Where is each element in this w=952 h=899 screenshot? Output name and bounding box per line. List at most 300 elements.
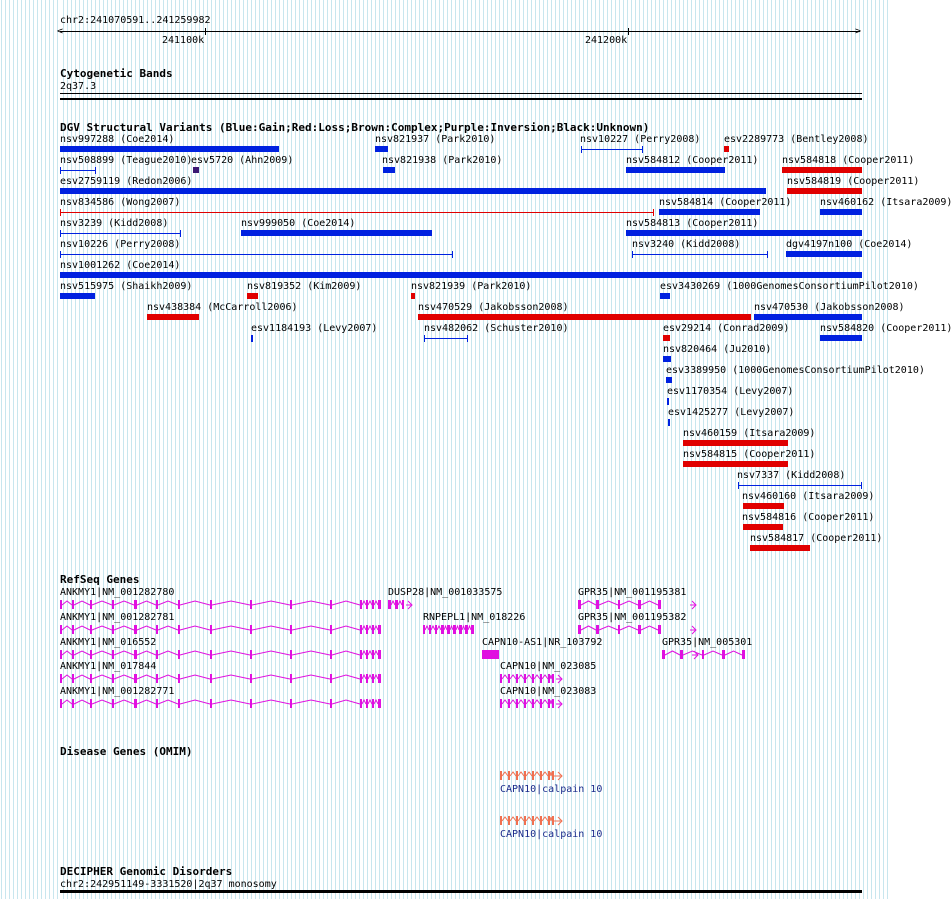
dgv-feature-end-tick	[861, 482, 862, 489]
gene-intron	[114, 601, 134, 605]
dgv-feature-label[interactable]: nsv584820 (Cooper2011)	[820, 323, 952, 334]
gene-exon	[578, 600, 581, 609]
dgv-feature-bar[interactable]	[60, 212, 654, 213]
dgv-feature-end-tick	[467, 335, 468, 342]
gene-exon	[250, 674, 252, 683]
gene-intron	[374, 651, 378, 655]
gene-exon	[662, 650, 665, 659]
gene-intron	[581, 626, 596, 630]
gene-exon	[250, 699, 252, 708]
dgv-feature-end-tick	[180, 230, 181, 237]
gene-exon	[156, 625, 158, 634]
dgv-feature-label[interactable]: nsv584818 (Cooper2011)	[782, 155, 915, 166]
gene-intron	[332, 651, 360, 655]
gene-intron	[362, 675, 366, 679]
gene-exon	[388, 600, 391, 609]
gene-exon	[423, 625, 425, 634]
gene-intron	[252, 651, 290, 655]
gene-exon	[156, 600, 158, 609]
decipher-feature-label[interactable]: chr2:242951149-3331520|2q37 monosomy	[60, 879, 277, 890]
gene-label[interactable]: GPR35|NM_001195381	[578, 587, 687, 598]
gene-intron	[137, 601, 156, 605]
dgv-feature-bar[interactable]	[581, 149, 643, 150]
gene-model[interactable]	[60, 698, 385, 710]
dgv-feature-bar[interactable]	[60, 170, 96, 171]
dgv-feature-label[interactable]: nsv821938 (Park2010)	[382, 155, 503, 166]
dgv-feature-end-tick	[60, 251, 61, 258]
gene-intron	[332, 626, 360, 630]
gene-exon	[658, 600, 661, 609]
track-title-omim[interactable]: Disease Genes (OMIM)	[60, 745, 193, 758]
dgv-feature-label[interactable]: nsv819352 (Kim2009)	[247, 281, 362, 292]
dgv-feature-bar[interactable]	[782, 167, 862, 173]
dgv-feature-label[interactable]: nsv584813 (Cooper2011)	[626, 218, 759, 229]
dgv-feature-end-tick	[642, 146, 643, 153]
omim-feature-label[interactable]: CAPN10|calpain 10	[500, 784, 603, 795]
gene-label[interactable]: DUSP28|NM_001033575	[388, 587, 503, 598]
track-title-dgv[interactable]: DGV Structural Variants (Blue:Gain;Red:Loss;Brown:Complex;Purple:Inversion;Black:Unknown)	[60, 121, 650, 134]
gene-exon	[552, 674, 554, 683]
dgv-feature-label[interactable]: nsv470530 (Jakobsson2008)	[754, 302, 905, 313]
decipher-feature-bar[interactable]	[60, 890, 862, 893]
gene-intron	[180, 675, 210, 679]
gene-label[interactable]: GPR35|NM_005301	[662, 637, 753, 648]
dgv-feature-bar[interactable]	[787, 188, 862, 194]
gene-intron	[212, 675, 250, 679]
gene-intron	[683, 651, 702, 655]
gene-intron	[137, 700, 156, 704]
dgv-feature-label[interactable]: nsv584812 (Cooper2011)	[626, 155, 759, 166]
gene-intron	[180, 651, 210, 655]
dgv-feature-label[interactable]: nsv584817 (Cooper2011)	[750, 533, 883, 544]
gene-exon	[72, 600, 74, 609]
gene-intron	[518, 700, 524, 704]
dgv-feature-label[interactable]: esv2289773 (Bentley2008)	[724, 134, 869, 145]
gene-model[interactable]	[60, 673, 385, 685]
gene-intron	[620, 626, 638, 630]
dgv-feature-bar[interactable]	[632, 254, 768, 255]
gene-exon	[134, 600, 137, 609]
dgv-feature-label[interactable]: esv1170354 (Levy2007)	[667, 386, 794, 397]
gene-exon	[60, 600, 62, 609]
gene-intron	[368, 700, 372, 704]
gene-intron	[362, 601, 366, 605]
dgv-feature-label[interactable]: nsv821937 (Park2010)	[375, 134, 496, 145]
gene-exon	[290, 650, 292, 659]
gene-intron	[74, 601, 90, 605]
gene-label[interactable]: RNPEPL1|NM_018226	[423, 612, 526, 623]
dgv-feature-label[interactable]: nsv482062 (Schuster2010)	[424, 323, 569, 334]
gene-exon	[366, 674, 368, 683]
location-label: chr2:241070591..241259982	[60, 15, 211, 26]
gene-intron	[180, 626, 210, 630]
cytoband-bar[interactable]	[60, 98, 862, 100]
gene-intron	[74, 675, 90, 679]
dgv-feature-bar[interactable]	[750, 545, 810, 551]
track-title-cytobands[interactable]: Cytogenetic Bands	[60, 67, 173, 80]
gene-exon	[112, 699, 114, 708]
gene-intron	[292, 675, 330, 679]
gene-exon	[72, 699, 74, 708]
gene-intron	[180, 700, 210, 704]
gene-label[interactable]: CAPN10-AS1|NR_103792	[482, 637, 603, 648]
gene-model[interactable]	[60, 649, 385, 661]
gene-exon	[60, 650, 62, 659]
gene-exon	[330, 625, 332, 634]
gene-model[interactable]	[60, 624, 385, 636]
gene-intron	[542, 700, 548, 704]
gene-exon	[372, 600, 374, 609]
gene-model[interactable]	[500, 673, 566, 685]
gene-intron	[665, 651, 680, 655]
gene-exon	[372, 650, 374, 659]
dgv-feature-bar[interactable]	[738, 485, 862, 486]
gene-exon	[134, 650, 137, 659]
gene-intron	[502, 700, 508, 704]
gene-label[interactable]: CAPN10|NM_023085	[500, 661, 597, 672]
gene-model[interactable]	[578, 624, 700, 636]
dgv-feature-end-tick	[632, 251, 633, 258]
gene-exon	[210, 674, 212, 683]
gene-intron	[526, 700, 532, 704]
gene-exon	[360, 674, 362, 683]
dgv-feature-end-tick	[95, 167, 96, 174]
gene-intron	[542, 675, 548, 679]
dgv-feature-end-tick	[424, 335, 425, 342]
dgv-feature-label[interactable]: nsv10227 (Perry2008)	[580, 134, 701, 145]
gene-exon	[290, 674, 292, 683]
dgv-feature-label[interactable]: nsv470529 (Jakobsson2008)	[418, 302, 569, 313]
gene-exon	[112, 650, 114, 659]
gene-model[interactable]	[388, 599, 416, 611]
dgv-feature-bar[interactable]	[418, 314, 751, 320]
dgv-feature-bar[interactable]	[683, 440, 788, 446]
gene-exon	[471, 625, 474, 634]
dgv-feature-label[interactable]: nsv460160 (Itsara2009)	[742, 491, 875, 502]
gene-exon	[578, 625, 581, 634]
gene-exon	[524, 699, 526, 708]
gene-exon	[156, 674, 158, 683]
dgv-feature-label[interactable]: nsv515975 (Shaikh2009)	[60, 281, 193, 292]
gene-exon	[134, 625, 137, 634]
gene-intron	[252, 675, 290, 679]
gene-intron	[502, 675, 508, 679]
gene-intron	[534, 700, 540, 704]
dgv-feature-label[interactable]: nsv508899 (Teague2010)	[60, 155, 193, 166]
gene-exon	[156, 650, 158, 659]
gene-exon	[112, 674, 114, 683]
gene-exon	[516, 674, 518, 683]
gene-intron	[362, 651, 366, 655]
dgv-feature-bar[interactable]	[241, 230, 432, 236]
dgv-feature-label[interactable]: nsv584814 (Cooper2011)	[659, 197, 792, 208]
gene-model[interactable]	[423, 624, 479, 636]
gene-intron	[510, 675, 516, 679]
gene-exon	[378, 674, 381, 683]
gene-exon	[250, 625, 252, 634]
dgv-feature-bar[interactable]	[60, 233, 181, 234]
gene-intron	[74, 651, 90, 655]
gene-intron	[212, 700, 250, 704]
dgv-feature-label[interactable]: esv5720 (Ahn2009)	[191, 155, 294, 166]
gene-exon	[658, 625, 661, 634]
dgv-feature-label[interactable]: nsv820464 (Ju2010)	[663, 344, 772, 355]
gene-intron	[518, 675, 524, 679]
gene-intron	[526, 675, 532, 679]
gene-exon	[618, 600, 620, 609]
dgv-feature-label[interactable]: nsv584815 (Cooper2011)	[683, 449, 816, 460]
dgv-feature-label[interactable]: esv3430269 (1000GenomesConsortiumPilot2010)	[660, 281, 919, 292]
dgv-feature-label[interactable]: nsv460159 (Itsara2009)	[683, 428, 816, 439]
gene-intron	[425, 626, 429, 630]
dgv-feature-label[interactable]: esv2759119 (Redon2006)	[60, 176, 193, 187]
gene-intron	[468, 626, 471, 630]
gene-intron	[641, 626, 658, 630]
dgv-feature-bar[interactable]	[660, 293, 670, 299]
gene-model[interactable]	[60, 599, 385, 611]
gene-intron	[158, 700, 178, 704]
gene-intron	[444, 626, 447, 630]
ruler-left-arrow-icon: <	[57, 26, 64, 37]
gene-exon	[459, 625, 462, 634]
gene-exon	[90, 625, 92, 634]
gene-intron	[212, 601, 250, 605]
gene-intron	[391, 601, 395, 605]
dgv-feature-label[interactable]: nsv997288 (Coe2014)	[60, 134, 175, 145]
gene-label[interactable]: CAPN10|NM_023083	[500, 686, 597, 697]
gene-intron	[704, 651, 722, 655]
gene-intron	[212, 626, 250, 630]
gene-exon	[210, 600, 212, 609]
omim-feature-label[interactable]: CAPN10|calpain 10	[500, 829, 603, 840]
gene-exon	[453, 625, 456, 634]
gene-exon	[178, 674, 180, 683]
dgv-feature-label[interactable]: nsv3239 (Kidd2008)	[60, 218, 169, 229]
gene-intron	[62, 700, 72, 704]
dgv-feature-label[interactable]: nsv460162 (Itsara2009)	[820, 197, 952, 208]
gene-label[interactable]: GPR35|NM_001195382	[578, 612, 687, 623]
gene-exon	[378, 699, 381, 708]
gene-exon	[366, 625, 368, 634]
gene-exon	[90, 699, 92, 708]
gene-exon	[524, 674, 526, 683]
dgv-feature-bar[interactable]	[60, 188, 766, 194]
dgv-feature-bar[interactable]	[743, 524, 783, 530]
dgv-feature-end-tick	[60, 230, 61, 237]
gene-intron	[114, 675, 134, 679]
gene-exon	[680, 650, 683, 659]
gene-exon	[60, 625, 62, 634]
dgv-feature-label[interactable]: nsv1001262 (Coe2014)	[60, 260, 181, 271]
gene-exon	[540, 674, 542, 683]
gene-intron	[398, 601, 402, 605]
dgv-feature-bar[interactable]	[666, 377, 672, 383]
gene-intron	[462, 626, 465, 630]
gene-intron	[62, 651, 72, 655]
gene-intron	[292, 651, 330, 655]
dgv-feature-bar[interactable]	[683, 461, 788, 467]
gene-exon	[360, 650, 362, 659]
gene-exon	[402, 600, 404, 609]
ruler-right-arrow-icon: >	[855, 26, 862, 37]
gene-exon	[178, 600, 180, 609]
gene-intron	[92, 651, 112, 655]
gene-intron	[431, 626, 435, 630]
gene-exon	[72, 625, 74, 634]
dgv-feature-bar[interactable]	[60, 272, 862, 278]
gene-exon	[360, 625, 362, 634]
gene-intron	[137, 675, 156, 679]
dgv-feature-bar[interactable]	[60, 254, 453, 255]
dgv-feature-bar[interactable]	[247, 293, 258, 299]
gene-exon	[447, 625, 450, 634]
gene-exon	[548, 674, 550, 683]
dgv-feature-bar[interactable]	[786, 251, 862, 257]
gene-exon	[60, 674, 62, 683]
gene-intron	[368, 651, 372, 655]
omim-gene-model[interactable]	[500, 815, 570, 827]
gene-exon	[178, 699, 180, 708]
dgv-feature-label[interactable]: nsv584816 (Cooper2011)	[742, 512, 875, 523]
dgv-feature-bar[interactable]	[411, 293, 415, 299]
dgv-feature-bar[interactable]	[193, 167, 199, 173]
gene-exon	[178, 650, 180, 659]
dgv-feature-bar[interactable]	[663, 335, 670, 341]
gene-exon	[378, 625, 381, 634]
gene-intron	[368, 601, 372, 605]
gene-exon	[395, 600, 398, 609]
dgv-feature-label[interactable]: nsv3240 (Kidd2008)	[632, 239, 741, 250]
gene-exon	[290, 600, 292, 609]
gene-exon	[330, 600, 332, 609]
gene-exon	[290, 699, 292, 708]
gene-model[interactable]	[500, 698, 566, 710]
gene-intron	[292, 700, 330, 704]
gene-intron	[158, 675, 178, 679]
dgv-feature-bar[interactable]	[820, 209, 862, 215]
gene-exon	[742, 650, 745, 659]
gene-exon	[60, 699, 62, 708]
gene-label[interactable]: ANKMY1|NM_016552	[60, 637, 157, 648]
gene-exon	[360, 699, 362, 708]
dgv-feature-bar[interactable]	[424, 338, 468, 339]
dgv-feature-bar[interactable]	[147, 314, 199, 320]
gene-intron	[252, 700, 290, 704]
dgv-feature-bar[interactable]	[60, 293, 95, 299]
gene-intron	[74, 700, 90, 704]
dgv-feature-bar[interactable]	[754, 314, 862, 320]
gene-exon	[516, 699, 518, 708]
gene-intron	[92, 675, 112, 679]
gene-exon	[330, 699, 332, 708]
cytoband-label: 2q37.3	[60, 81, 97, 92]
gene-model[interactable]	[482, 649, 503, 661]
track-title-refseq[interactable]: RefSeq Genes	[60, 573, 140, 586]
gene-label[interactable]: ANKMY1|NM_017844	[60, 661, 157, 672]
gene-intron	[92, 601, 112, 605]
dgv-feature-label[interactable]: esv1184193 (Levy2007)	[251, 323, 378, 334]
dgv-feature-label[interactable]: nsv821939 (Park2010)	[411, 281, 532, 292]
gene-exon	[702, 650, 704, 659]
track-title-decipher[interactable]: DECIPHER Genomic Disorders	[60, 865, 233, 878]
gene-intron	[332, 675, 360, 679]
gene-intron	[158, 626, 178, 630]
gene-exon	[378, 650, 381, 659]
dgv-feature-label[interactable]: nsv584819 (Cooper2011)	[787, 176, 920, 187]
dgv-feature-bar[interactable]	[820, 335, 862, 341]
gene-exon	[210, 650, 212, 659]
gene-exon	[638, 600, 641, 609]
dgv-feature-label[interactable]: esv3389950 (1000GenomesConsortiumPilot2010)	[666, 365, 925, 376]
dgv-feature-end-tick	[452, 251, 453, 258]
gene-exon	[210, 699, 212, 708]
gene-intron	[292, 626, 330, 630]
dgv-feature-label[interactable]: dgv4197n100 (Coe2014)	[786, 239, 913, 250]
gene-exon	[638, 625, 641, 634]
gene-intron	[362, 626, 366, 630]
dgv-feature-end-tick	[668, 398, 669, 405]
gene-label[interactable]: ANKMY1|NM_001282771	[60, 686, 175, 697]
gene-intron	[374, 601, 378, 605]
gene-exon	[366, 699, 368, 708]
dgv-feature-bar[interactable]	[375, 146, 388, 152]
gene-intron	[599, 601, 618, 605]
gene-intron	[180, 601, 210, 605]
gene-intron	[599, 626, 618, 630]
dgv-feature-bar[interactable]	[724, 146, 729, 152]
dgv-feature-bar[interactable]	[626, 167, 725, 173]
dgv-feature-end-tick	[60, 209, 61, 216]
dgv-feature-bar[interactable]	[659, 209, 760, 215]
dgv-feature-label[interactable]: nsv438384 (McCarroll2006)	[147, 302, 298, 313]
dgv-feature-bar[interactable]	[626, 230, 862, 236]
dgv-feature-bar[interactable]	[383, 167, 395, 173]
gene-exon	[112, 625, 114, 634]
gene-exon	[90, 674, 92, 683]
omim-gene-model[interactable]	[500, 770, 570, 782]
gene-exon	[548, 699, 550, 708]
gene-label[interactable]: ANKMY1|NM_001282780	[60, 587, 175, 598]
gene-intron	[550, 700, 552, 704]
gene-intron	[437, 626, 441, 630]
dgv-feature-end-tick	[738, 482, 739, 489]
gene-exon	[330, 674, 332, 683]
gene-intron	[725, 651, 742, 655]
gene-exon	[596, 600, 599, 609]
dgv-feature-label[interactable]: esv1425277 (Levy2007)	[668, 407, 795, 418]
dgv-feature-label[interactable]: nsv999050 (Coe2014)	[241, 218, 356, 229]
gene-model[interactable]	[662, 649, 702, 661]
dgv-feature-end-tick	[653, 209, 654, 216]
dgv-feature-label[interactable]: esv29214 (Conrad2009)	[663, 323, 790, 334]
gene-model[interactable]	[578, 599, 700, 611]
dgv-feature-label[interactable]: nsv834586 (Wong2007)	[60, 197, 181, 208]
gene-label[interactable]: ANKMY1|NM_001282781	[60, 612, 175, 623]
dgv-feature-bar[interactable]	[663, 356, 671, 362]
dgv-feature-bar[interactable]	[60, 146, 279, 152]
ruler-tick	[628, 28, 629, 35]
dgv-feature-label[interactable]: nsv7337 (Kidd2008)	[737, 470, 846, 481]
gene-intron	[456, 626, 459, 630]
gene-intron	[581, 601, 596, 605]
dgv-feature-bar[interactable]	[743, 503, 784, 509]
dgv-feature-label[interactable]: nsv10226 (Perry2008)	[60, 239, 181, 250]
gene-exon	[441, 625, 444, 634]
gene-intron	[92, 626, 112, 630]
gene-intron	[368, 626, 372, 630]
gene-exon	[360, 600, 362, 609]
dgv-feature-end-tick	[581, 146, 582, 153]
